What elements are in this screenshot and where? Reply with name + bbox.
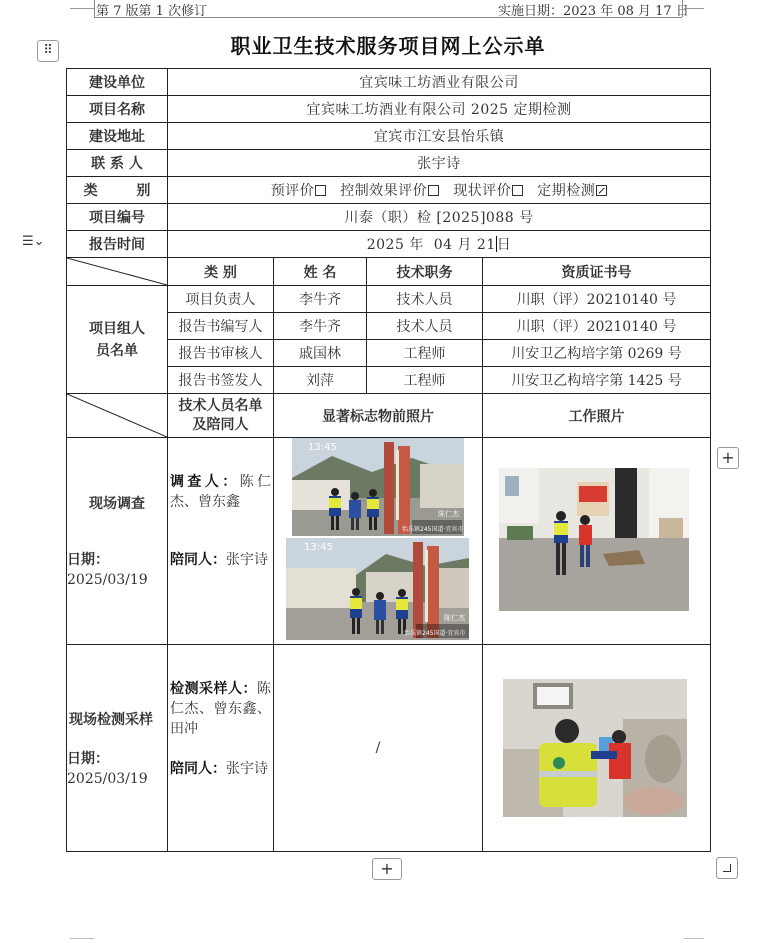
- sampling-work-photo-image: [503, 679, 687, 817]
- option-periodic-label: 定期检测: [537, 183, 596, 199]
- member-role[interactable]: 报告书签发人: [168, 367, 274, 394]
- member-role[interactable]: 项目负责人: [168, 286, 274, 313]
- add-row-button[interactable]: +: [372, 858, 402, 880]
- label-unit: 建设单位: [67, 69, 168, 96]
- label-category: [67, 177, 168, 204]
- sampling-companion[interactable]: [170, 759, 271, 779]
- sampling-landmark-cell[interactable]: /: [274, 645, 483, 852]
- survey-work-photo[interactable]: [499, 468, 689, 611]
- row-address: [67, 123, 711, 150]
- sampling-work-photo-cell: [483, 645, 711, 852]
- option-pre-eval-checkbox[interactable]: [315, 185, 326, 196]
- col-name-text: 姓 名: [303, 264, 337, 281]
- value-project[interactable]: 宜宾味工坊酒业有限公司 2025 定期检测: [168, 96, 711, 123]
- sampling-date: 2025/03/19: [67, 771, 148, 787]
- member-name[interactable]: 刘萍: [274, 367, 367, 394]
- row-team-header: [67, 258, 711, 286]
- value-address[interactable]: 宜宾市江安县怡乐镇: [168, 123, 711, 150]
- col-role-text: 类 别: [204, 264, 237, 281]
- survey-investigator-names: 陈仁杰、曾东鑫: [170, 474, 272, 510]
- page-title: 职业卫生技术服务项目网上公示单: [230, 34, 546, 58]
- team-group-label-text: 项目组人员名单: [89, 320, 145, 359]
- team-group-label: [67, 286, 168, 394]
- survey-companion[interactable]: [170, 550, 271, 570]
- photo-2-name: 陈仁杰: [444, 614, 465, 622]
- label-project: 项目名称: [67, 96, 168, 123]
- photo-2-caption: 怡乐镇245国道·宜宾市: [404, 630, 466, 637]
- survey-label-cell: [67, 438, 168, 645]
- member-title[interactable]: 工程师: [367, 340, 483, 367]
- member-title[interactable]: 工程师: [367, 367, 483, 394]
- member-name[interactable]: 李牛齐: [274, 313, 367, 340]
- col-role: [168, 258, 274, 286]
- survey-investigator-label: 调查人：: [170, 474, 240, 490]
- survey-investigators[interactable]: [170, 472, 271, 512]
- table-move-handle-icon[interactable]: ⠿: [37, 40, 59, 62]
- option-pre-eval-label: 预评价: [270, 183, 315, 199]
- sampling-date-label: 日期：: [67, 751, 109, 767]
- col-title: 技术职务: [367, 258, 483, 286]
- header-rule-left: [70, 8, 94, 9]
- header-rule-right: [684, 8, 704, 9]
- sampling-label: 现场检测采样: [69, 712, 153, 728]
- diagonal-line: [67, 394, 167, 437]
- col-cert: 资质证书号: [483, 258, 711, 286]
- member-cert[interactable]: 川安卫乙构培字第 1425 号: [483, 367, 711, 394]
- landmark-photo-1[interactable]: [292, 438, 464, 536]
- add-column-button[interactable]: +: [717, 447, 739, 469]
- row-sampling: [67, 645, 711, 852]
- sampling-people-cell: [168, 645, 274, 852]
- header-tick-left: [94, 0, 95, 17]
- row-project: [67, 96, 711, 123]
- row-report-time: [67, 231, 711, 258]
- sampling-label-cell: [67, 645, 168, 852]
- option-control-eval-checkbox[interactable]: [428, 185, 439, 196]
- table-row: [67, 286, 711, 313]
- label-contact: 联 系 人: [67, 150, 168, 177]
- photo-1-caption: 怡乐镇245国道·宜宾市: [402, 526, 464, 533]
- survey-label: 现场调查: [89, 496, 145, 512]
- row-menu-icon[interactable]: ☰⌄: [22, 234, 45, 249]
- row-survey: [67, 438, 711, 645]
- label-address: 建设地址: [67, 123, 168, 150]
- footer-rule-right: [684, 938, 704, 939]
- row-unit: [67, 69, 711, 96]
- member-cert[interactable]: 川安卫乙构培字第 0269 号: [483, 340, 711, 367]
- survey-date: 2025/03/19: [67, 572, 148, 588]
- col-name: [274, 258, 367, 286]
- sampling-samplers[interactable]: [170, 679, 271, 739]
- value-number[interactable]: 川泰（职）检 [2025]088 号: [168, 204, 711, 231]
- label-category-text: 类 别: [83, 183, 151, 199]
- photo-1-time: 13:45: [308, 442, 337, 453]
- survey-work-photo-cell: [483, 438, 711, 645]
- photo-2-time: 13:45: [304, 542, 333, 553]
- survey-companion-name: 张宇诗: [226, 552, 268, 568]
- category-options: [168, 177, 711, 204]
- col-landmark-photo: 显著标志物前照片: [274, 394, 483, 438]
- option-control-eval-label: 控制效果评价: [340, 183, 428, 199]
- value-report-time[interactable]: [168, 231, 711, 258]
- version-text: 第 7 版第 1 次修订: [96, 4, 208, 19]
- row-number: [67, 204, 711, 231]
- sampling-companion-name: 张宇诗: [226, 761, 268, 777]
- label-number: 项目编号: [67, 204, 168, 231]
- value-unit[interactable]: 宜宾味工坊酒业有限公司: [168, 69, 711, 96]
- option-periodic-checkbox[interactable]: [596, 185, 607, 196]
- option-status-eval-label: 现状评价: [453, 183, 512, 199]
- col-staff-companion: [168, 394, 274, 438]
- header-underline: [94, 17, 682, 18]
- member-name[interactable]: 李牛齐: [274, 286, 367, 313]
- member-role[interactable]: 报告书编写人: [168, 313, 274, 340]
- row-category: [67, 177, 711, 204]
- survey-date-label: 日期：: [67, 552, 109, 568]
- table-resize-handle-icon[interactable]: [716, 857, 738, 879]
- sampling-sampler-label: 检测采样人：: [170, 681, 257, 697]
- label-report-time: 报告时间: [67, 231, 168, 258]
- landmark-photo-2-image: [286, 538, 469, 640]
- row-photo-header: [67, 394, 711, 438]
- col-staff-companion-text: 技术人员名单及陪同人: [178, 397, 263, 433]
- disclosure-table: [66, 68, 711, 852]
- sampling-sampler-names: 陈仁杰、曾东鑫、田冲: [170, 681, 271, 737]
- survey-work-photo-image: [499, 468, 689, 611]
- member-cert[interactable]: 川职（评）20210140 号: [483, 313, 711, 340]
- report-time-date: 2025 年 04 月 21: [366, 237, 496, 253]
- footer-rule-left: [70, 938, 94, 939]
- row-contact: [67, 150, 711, 177]
- landmark-photo-2[interactable]: [286, 538, 469, 640]
- team-header-diagonal-cell: [67, 258, 168, 286]
- col-work-photo: 工作照片: [483, 394, 711, 438]
- member-cert[interactable]: 川职（评）20210140 号: [483, 286, 711, 313]
- option-status-eval-checkbox[interactable]: [512, 185, 523, 196]
- diagonal-line: [67, 258, 167, 285]
- member-name[interactable]: 戚国林: [274, 340, 367, 367]
- sampling-work-photo[interactable]: [503, 679, 687, 817]
- member-title[interactable]: 技术人员: [367, 286, 483, 313]
- survey-companion-label: 陪同人：: [170, 552, 226, 568]
- photo-1-name: 陈仁杰: [438, 510, 459, 518]
- effective-date-text: 实施日期：2023 年 08 月 17 日: [498, 4, 689, 19]
- header-tick-right: [682, 0, 683, 17]
- survey-landmark-photo-cell: [274, 438, 483, 645]
- report-time-day-suffix: 日: [496, 237, 512, 253]
- value-contact[interactable]: 张宇诗: [168, 150, 711, 177]
- survey-people-cell: [168, 438, 274, 645]
- photo-header-diagonal-cell: [67, 394, 168, 438]
- sampling-companion-label: 陪同人：: [170, 761, 226, 777]
- member-role[interactable]: 报告书审核人: [168, 340, 274, 367]
- member-title[interactable]: 技术人员: [367, 313, 483, 340]
